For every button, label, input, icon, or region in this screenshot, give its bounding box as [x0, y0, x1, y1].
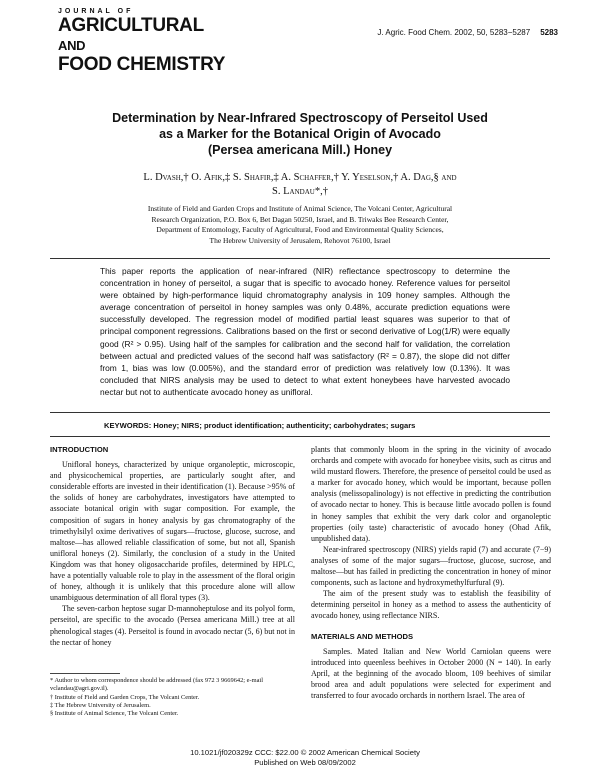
affiliations	[100, 204, 500, 246]
abstract: This paper reports the application of near-infrared (NIR) reflectance spectroscopy to determine the concentration in honey of perseitol, a sugar that is specific to avocado honey. Reference values for perseitol were obtained by high-performance liquid chromatography analysis in 109 honey samples. Although the average concentration of perseitol in honey samples was only 0.48%, accurate prediction equations were successfully developed. The regression model of modified partial least squares was superior to that of principal component regressions. Calibrations based on the first or second derivative of Log(1/R) were equally good (R² > 0.95). Using half of the samples for calibration and the second half for validation, the correlation between actual and predicted values of the second half was satisfactory (R² = 0.87), the slope did not differ from 1, bias was low (0.005%), and the standard error of prediction was relatively low (0.13%). It was concluded that NIRS analysis may be used to detect to what extent honeybees have harvested avocado nectar but not to authenticate avocado honey as unifloral.	[100, 266, 510, 397]
page-number: 5283	[540, 28, 558, 37]
title-line-1: Determination by Near-Infrared Spectroscopy of Perseitol Used	[112, 111, 488, 125]
paper-title	[90, 110, 510, 158]
doi-footer	[180, 748, 430, 767]
journal-logo-line3: FOOD CHEMISTRY	[58, 54, 226, 75]
footnote-rule	[50, 673, 120, 674]
footnote-dagger: † Institute of Field and Garden Crops, The Volcani Center.	[50, 693, 200, 701]
left-column	[50, 444, 295, 648]
right-paragraph-2: Near-infrared spectroscopy (NIRS) yields rapid (7) and accurate (7−9) analyses of some of the major sugars—fructose, glucose, sucrose, and maltose—but has failed in predicting the concentration in honey of minor components, such as lactone and hydroxymethylfurfural (9).	[311, 544, 551, 588]
affiliation-line-2: Research Organization, P.O. Box 6, Bet Dagan 50250, Israel, and B. Triwaks Bee Research Center,	[151, 214, 449, 224]
journal-logo-and: AND	[58, 38, 86, 53]
keywords-rule	[50, 436, 550, 437]
journal-logo-line2: AGRICULTURAL AND	[58, 15, 204, 53]
right-paragraph-1: plants that commonly bloom in the spring in the vicinity of avocado orchards and compete with avocado for honeybee visits, such as citrus and wild mustard flowers. Therefore, the presence of perseitol could be used as a marker for avocado honey, which would be important, because pollen analysis (melissopalinology) is not effective in predicting the contribution of avocado nectar to honey. This is because little avocado pollen is found in honey samples that exhibit the very dark color and organoleptic properties (oily taste) characteristic of avocado honey (Ohad Afik, unpublished data).	[311, 445, 551, 543]
abstract-top-rule	[50, 258, 550, 259]
footnote-corresponding: * Author to whom correspondence should be addressed (fax 972 3 9669642; e-mail vclandau@agri.gov.il).	[50, 677, 263, 693]
right-paragraph-3: The aim of the present study was to establish the feasibility of determining perseitol in honey as a method to assess the authenticity of avocado honey, using reflectance NIRS.	[311, 589, 551, 621]
author-list	[100, 171, 500, 199]
intro-paragraph-2: The seven-carbon heptose sugar D-mannoheptulose and its polyol form, perseitol, are specific to the avocado (Persea americana Mill.) tree at all phenological stages (4). Perseitol is found in avocado nectar (5, 6) but not in the nectar of honey	[50, 604, 295, 647]
intro-paragraph-1: Unifloral honeys, characterized by unique organoleptic, microscopic, and physicochemical properties, are particularly sought after, and considerable efforts are invested in their identification (1). Because >95% of the solids of honey are carbohydrates, investigators have attempted to associate botanical origin with sugar composition. For example, the composition of sugars in honey analysis by gas chromatography of the trimethylsilyl oxime derivatives of sugars—fructose, glucose, sucrose, and maltose—has allowed reliable classification of some, but not all, Spanish unifloral honeys (2). Similarly, the conclusion of a study in the United Kingdom was that honey oligosaccharide profiles, determined by HPLC, have a potentially valuable role to play in the assessment of the floral origin of honey, although it is unlikely that this procedure alone will allow unambiguous determination of all floral types (3).	[50, 460, 295, 603]
journal-logo-line1: JOURNAL OF	[58, 8, 134, 15]
title-line-3: (Persea americana Mill.) Honey	[207, 143, 393, 157]
right-column	[311, 444, 551, 701]
affiliation-line-3: Department of Entomology, Faculty of Agricultural, Food and Environmental Quality Sciences,	[156, 225, 444, 234]
methods-heading: MATERIALS AND METHODS	[311, 631, 414, 641]
doi-line-2: Published on Web 08/09/2002	[254, 757, 356, 767]
footnote-section: § Institute of Animal Science, The Volcani Center.	[50, 710, 179, 718]
keywords: KEYWORDS: Honey; NIRS; product identification; authenticity; carbohydrates; sugars	[104, 421, 416, 430]
journal-logo	[58, 8, 228, 74]
abstract-bottom-rule	[50, 412, 550, 413]
footnote-double-dagger: ‡ The Hebrew University of Jerusalem.	[50, 701, 151, 709]
authors-line-1: L. Dvash,† O. Afik,‡ S. Shafir,‡ A. Schaffer,† Y. Yeselson,† A. Dag,§ and	[143, 172, 457, 183]
footnotes	[50, 677, 295, 718]
methods-paragraph-1: Samples. Mated Italian and New World Carniolan queens were introduced into queenless beehives in October 2000 (N = 140). In early April, at the beginning of the avocado bloom, 109 beehives of similar brood area and adult populations were selected for experiment and transferred to four avocado orchards in northern Israel. The area of	[311, 646, 551, 700]
affiliation-line-4: The Hebrew University of Jerusalem, Rehovot 76100, Israel	[209, 235, 391, 245]
affiliation-line-1: Institute of Field and Garden Crops and Institute of Animal Science, The Volcani Center, Agricultural	[147, 204, 453, 213]
doi-line-1: 10.1021/jf020329z CCC: $22.00 © 2002 American Chemical Society	[190, 748, 420, 757]
title-line-2: as a Marker for the Botanical Origin of Avocado	[159, 127, 441, 141]
citation-text: J. Agric. Food Chem. 2002, 50, 5283−5287	[377, 28, 531, 37]
intro-heading: INTRODUCTION	[50, 445, 109, 454]
authors-line-2: S. Landau*,†	[272, 186, 328, 197]
citation-header	[377, 28, 558, 37]
